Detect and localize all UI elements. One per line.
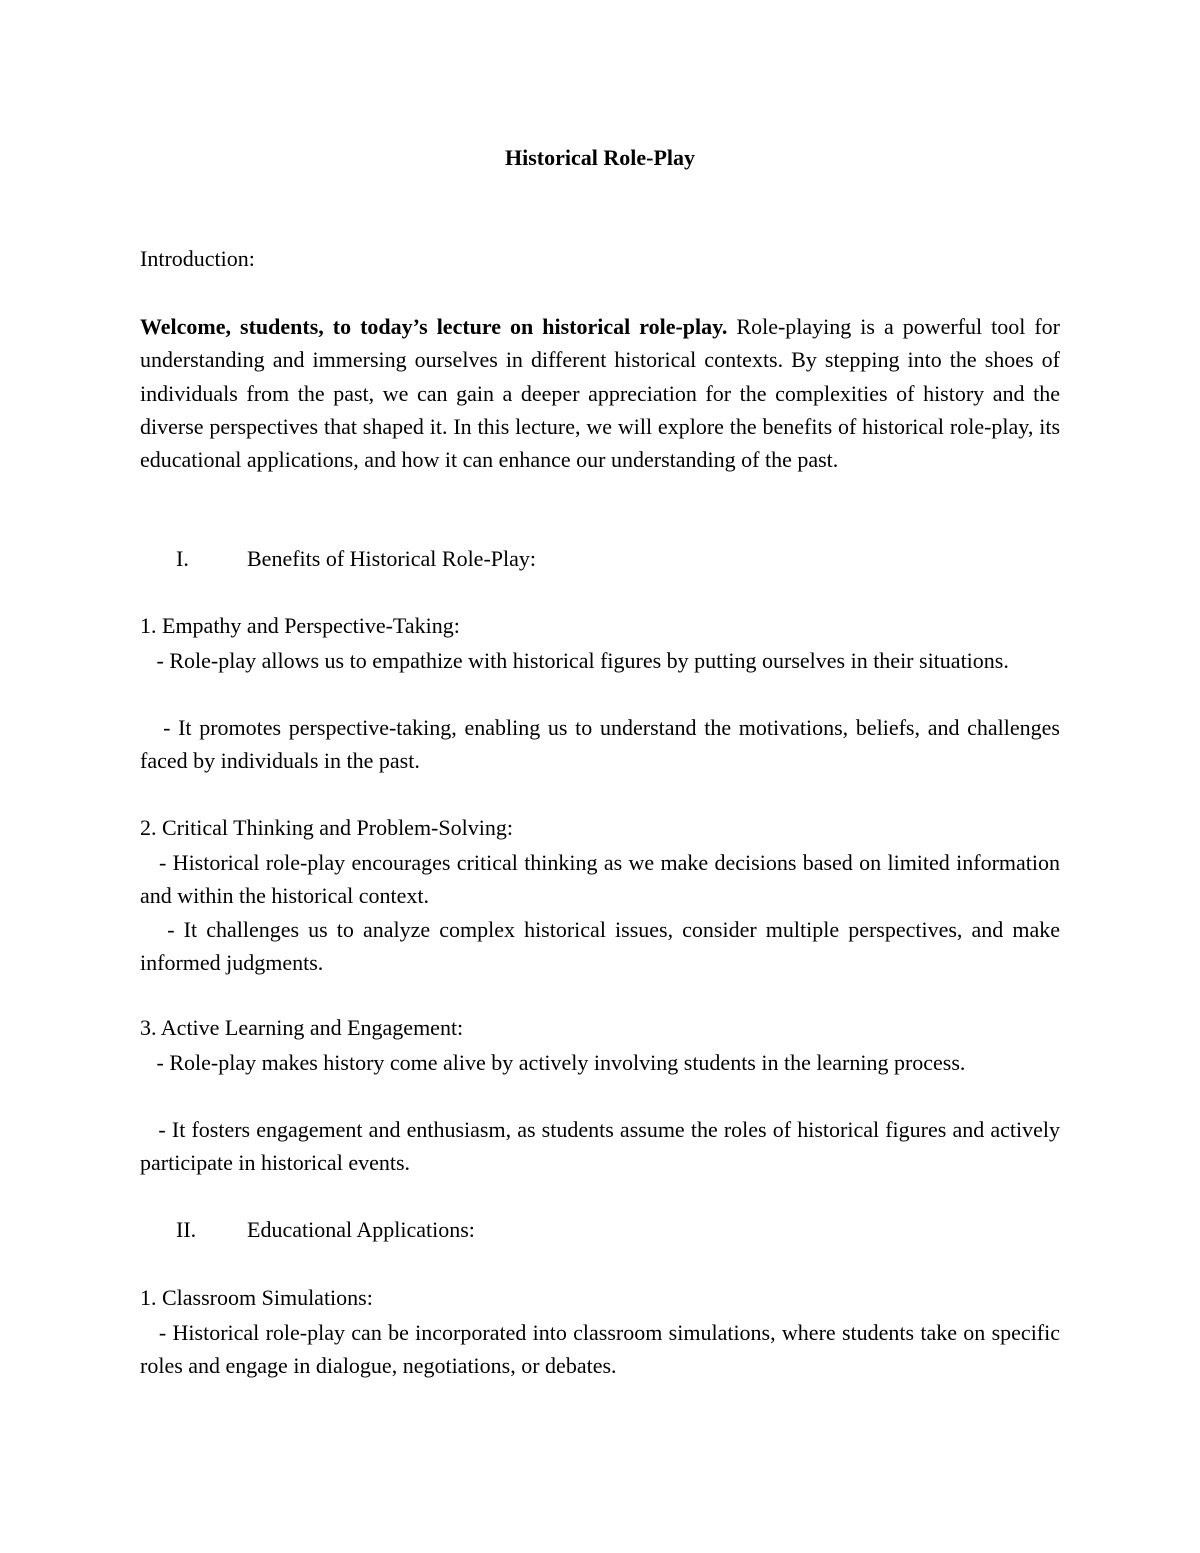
- bullet-point: - Historical role-play can be incorporated into classroom simulations, where students take on specific roles and engage in dialogue, negotiations, or debates.: [140, 1320, 1066, 1379]
- bullet-point: - It fosters engagement and enthusiasm, as students assume the roles of historical figures and actively participate in historical events.: [140, 1117, 1066, 1176]
- bullet-point: - It challenges us to analyze complex historical issues, consider multiple perspectives, and make informed judgments.: [140, 917, 1066, 976]
- introduction-paragraph: [140, 310, 1060, 476]
- section-title: Benefits of Historical Role-Play:: [247, 546, 536, 571]
- introduction-body: Role-playing is a powerful tool for understanding and immersing ourselves in different historical contexts. By stepping into the shoes of individuals from the past, we can gain a deeper appreciation for the complexities of history and the diverse perspectives that shaped it. In this lecture, we will explore the benefits of historical role-play, its educational applications, and how it can enhance our understanding of the past.: [140, 314, 1060, 473]
- bullet-point: - It promotes perspective-taking, enabling us to understand the motivations, beliefs, and challenges faced by individuals in the past.: [140, 715, 1066, 774]
- document-title: Historical Role-Play: [504, 145, 695, 170]
- section-numeral: II.: [176, 1217, 197, 1242]
- bullet-point: - Role-play allows us to empathize with historical figures by putting ourselves in their situations.: [140, 648, 1009, 673]
- introduction-label: Introduction:: [140, 246, 255, 271]
- subsection-heading: 3. Active Learning and Engagement:: [140, 1015, 464, 1040]
- section-numeral: I.: [176, 546, 189, 571]
- subsection-heading: 1. Classroom Simulations:: [140, 1285, 373, 1310]
- section-title: Educational Applications:: [247, 1217, 475, 1242]
- introduction-bold-lead: Welcome, students, to today’s lecture on historical role-play.: [140, 314, 728, 339]
- subsection-heading: 1. Empathy and Perspective-Taking:: [140, 613, 460, 638]
- document-page: [140, 0, 1066, 1553]
- bullet-point: - Role-play makes history come alive by actively involving students in the learning process.: [140, 1050, 966, 1075]
- bullet-point: - Historical role-play encourages critical thinking as we make decisions based on limited information and within the historical context.: [140, 850, 1066, 909]
- subsection-heading: 2. Critical Thinking and Problem-Solving:: [140, 815, 513, 840]
